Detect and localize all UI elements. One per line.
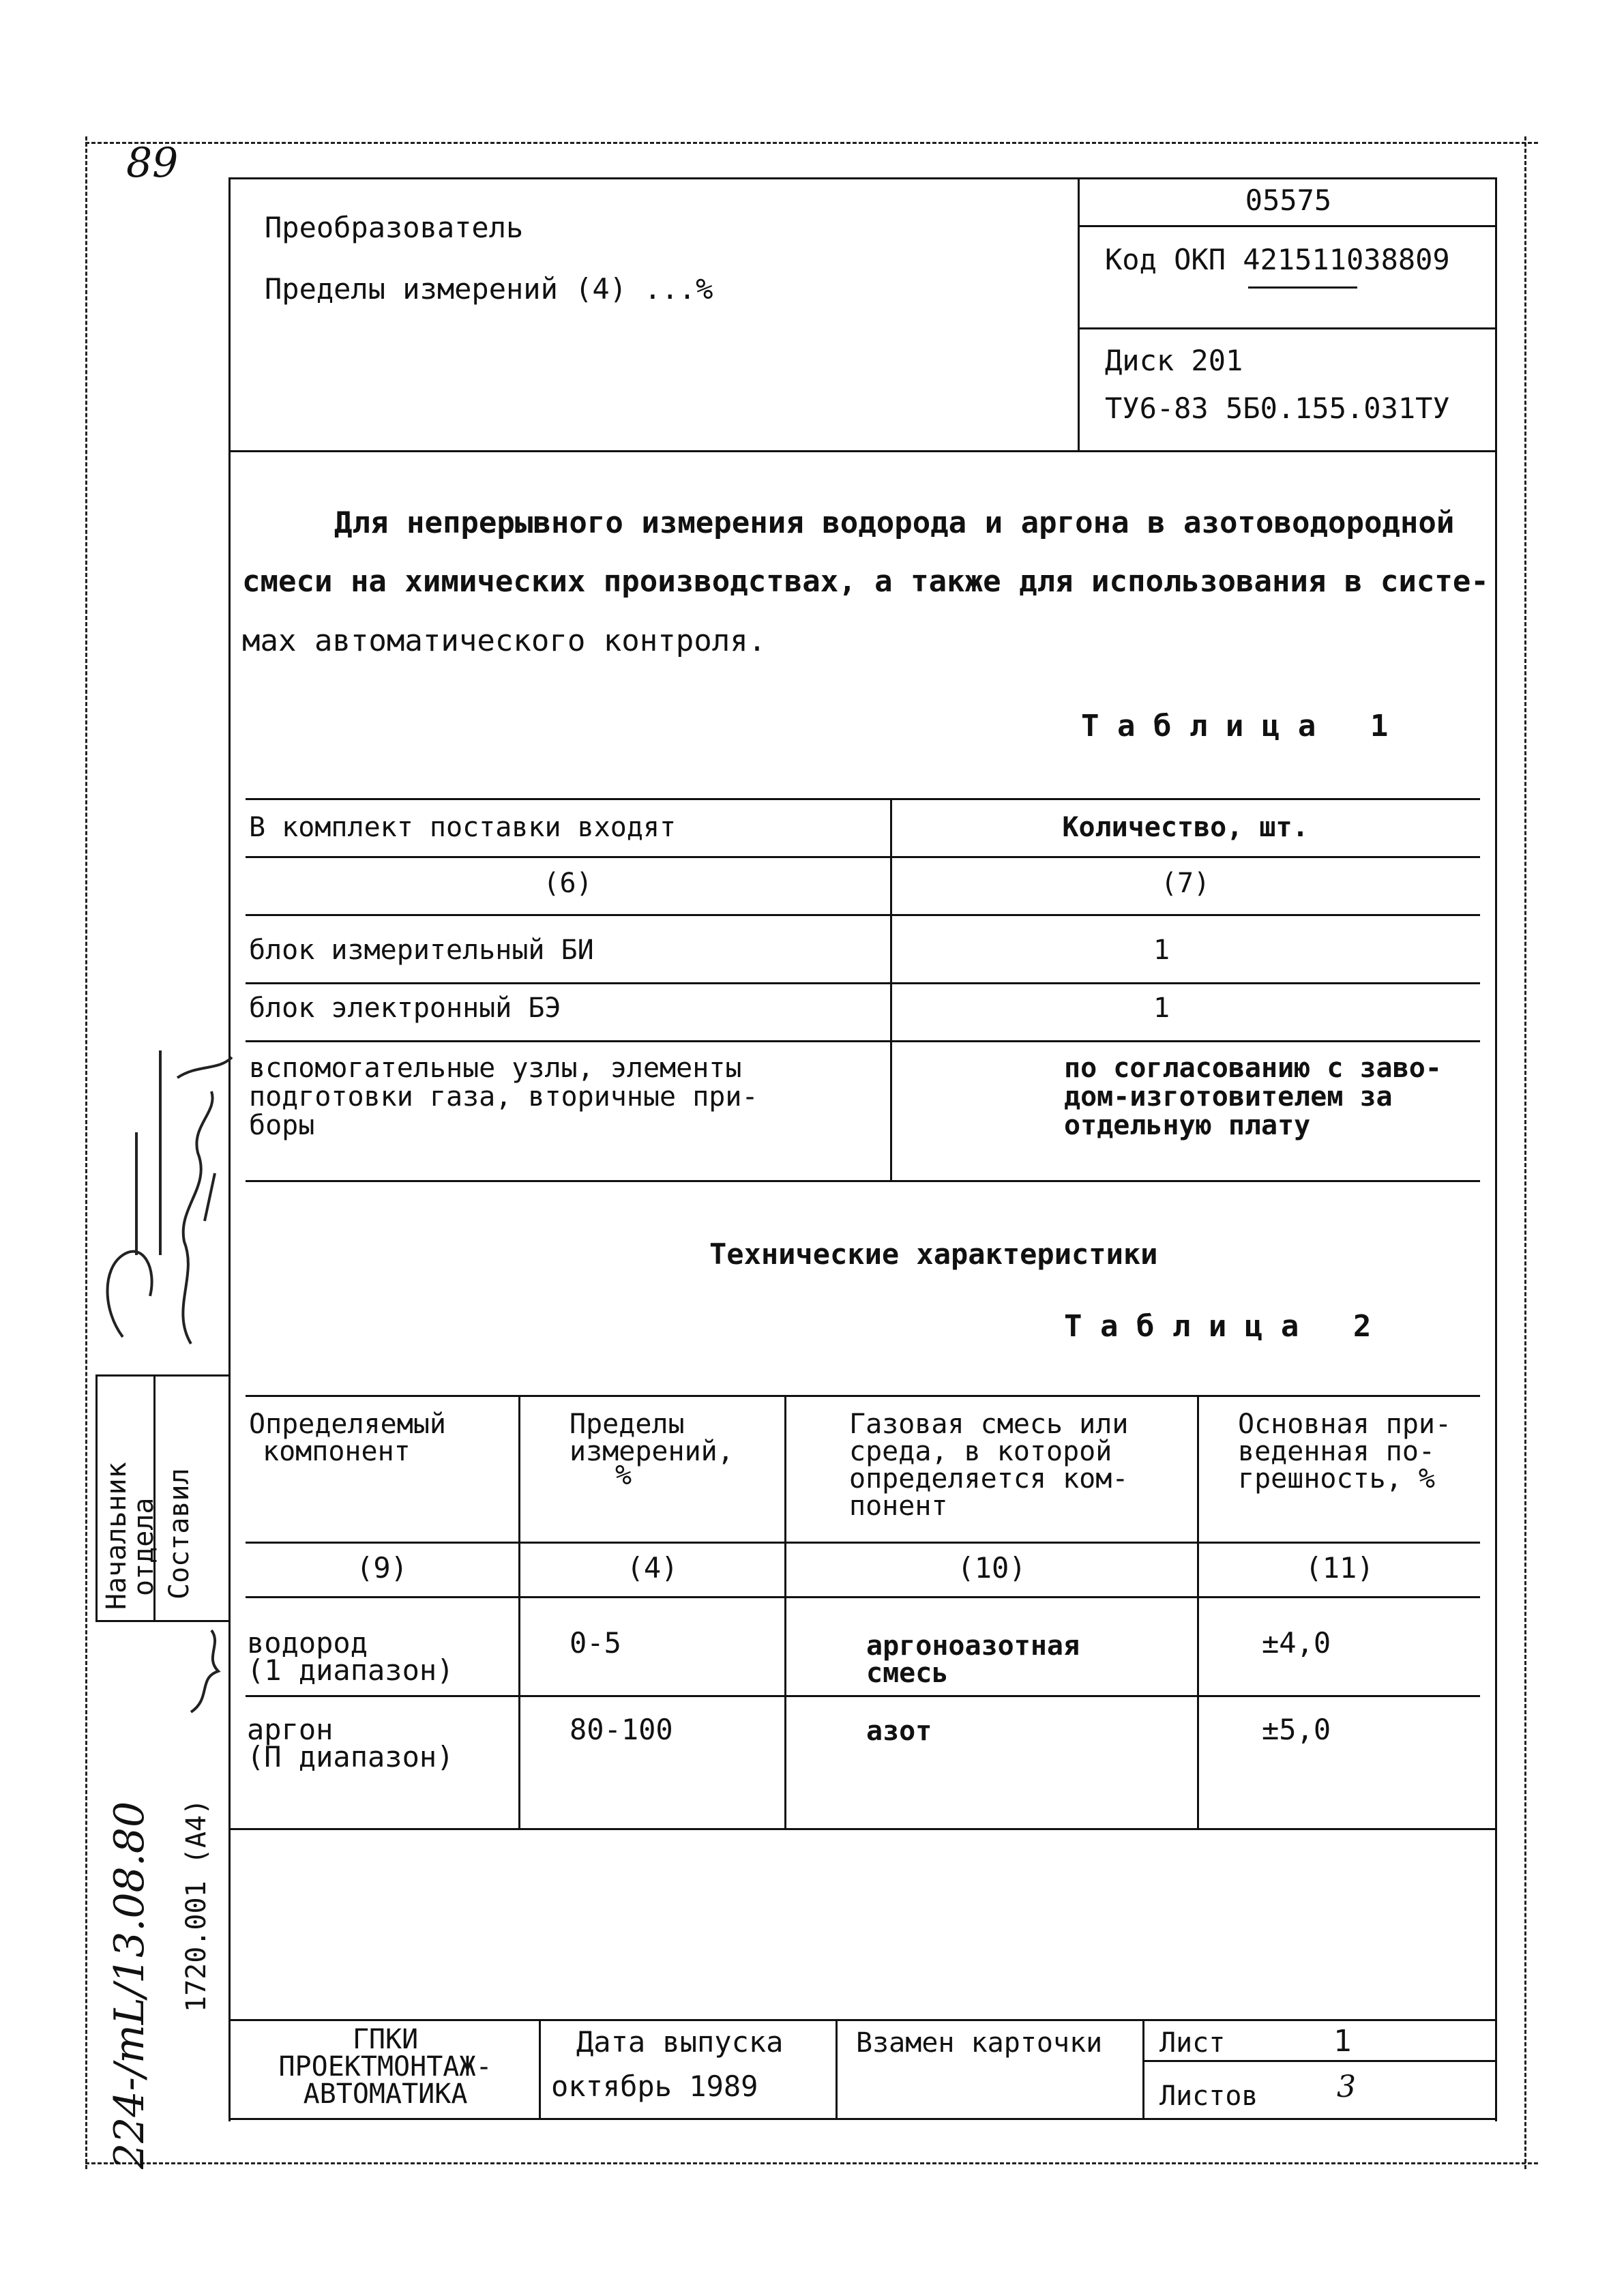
strip-bottom-line [95, 1620, 228, 1622]
t2-line-4 [246, 1695, 1480, 1697]
t1-code-qty: (7) [1160, 868, 1211, 899]
t2-h3-l4: понент [849, 1490, 948, 1522]
footer-col-1 [539, 2019, 541, 2118]
footer-sheets-value: 3 [1337, 2070, 1356, 2104]
t2-h2-l1: Пределы [570, 1409, 685, 1440]
t2-col-2 [784, 1395, 786, 1828]
t1-line-2 [246, 856, 1480, 858]
footer-col-2 [836, 2019, 838, 2118]
strip-top-line [95, 1374, 228, 1377]
t2-code-1: (9) [356, 1551, 408, 1585]
header-range: Пределы измерений (4) ...% [265, 272, 713, 306]
t2-h1-l1: Определяемый [249, 1409, 446, 1440]
footer-release-date: октябрь 1989 [551, 2070, 758, 2103]
t1-col-divider [890, 798, 892, 1180]
signatures [95, 1050, 239, 1371]
t1-row3-item-3: боры [249, 1110, 315, 1141]
footer-bottom-line [228, 2118, 1497, 2120]
t1-row3-qty-2: дом-изготовителем за [1064, 1081, 1393, 1113]
t2-r2-medium-1: азот [866, 1716, 932, 1747]
t2-h4-l1: Основная при- [1238, 1409, 1452, 1440]
intro-line-3: мах автоматического контроля. [242, 623, 767, 658]
footer-col-3 [1142, 2019, 1144, 2118]
t1-row2-item: блок электронный БЭ [249, 992, 561, 1024]
okp-code: Код ОКП 421511038809 [1105, 243, 1450, 276]
t1-row3-qty-1: по согласованию с заво- [1064, 1053, 1442, 1084]
t2-r1-range: 0-5 [570, 1626, 621, 1660]
t1-row2-qty: 1 [1153, 992, 1170, 1024]
bottom-border [85, 2162, 1538, 2164]
t2-r2-component-1: аргон [247, 1713, 334, 1746]
t2-h2-l2: измерений, [570, 1436, 734, 1467]
t1-line-top [246, 798, 1480, 800]
intro-line-2: смеси на химических производствах, а также для использования в систе- [242, 564, 1489, 599]
footer-release-label: Дата выпуска [576, 2025, 784, 2059]
intro-line-1: Для непрерывного измерения водорода и аргона в азотоводородной [334, 505, 1455, 540]
footer-org-1: ГПКИ [352, 2024, 419, 2055]
t2-h1-l2: компонент [263, 1436, 411, 1467]
t1-header-qty: Количество, шт. [1062, 812, 1309, 843]
disk-number: Диск 201 [1105, 344, 1243, 377]
okp-underline [1248, 286, 1357, 289]
initials-scribble [184, 1623, 232, 1719]
head-dept-label-2: отдела [128, 1497, 160, 1596]
t2-h4-l3: грешность, % [1238, 1463, 1435, 1495]
t1-row1-qty: 1 [1153, 934, 1170, 966]
top-border [85, 142, 1538, 144]
t2-r1-error: ±4,0 [1262, 1626, 1331, 1660]
t1-row3-item-1: вспомогательные узлы, элементы [249, 1053, 742, 1084]
table2-caption: Т а б л и ц а 2 [1064, 1309, 1372, 1344]
t2-col-1 [518, 1395, 520, 1828]
t2-r1-component-2: (1 диапазон) [247, 1653, 454, 1687]
t1-code-item: (6) [543, 868, 593, 899]
footer-replace-label: Взамен карточки [856, 2027, 1103, 2059]
header-divider [1078, 177, 1080, 452]
t2-h3-l3: определяется ком- [849, 1463, 1129, 1495]
footer-top-line [228, 2019, 1497, 2021]
t1-line-3 [246, 914, 1480, 916]
t2-h3-l2: среда, в которой [849, 1436, 1112, 1467]
header-title: Преобразователь [265, 211, 524, 244]
t2-r1-medium-1: аргоноазотная [866, 1630, 1080, 1662]
t2-h4-l2: веденная по- [1238, 1436, 1435, 1467]
left-border [85, 136, 87, 2169]
t2-r1-medium-2: смесь [866, 1658, 949, 1689]
header-code-underline [1078, 225, 1497, 227]
t1-line-4 [246, 982, 1480, 984]
t2-line-top [246, 1395, 1480, 1397]
head-dept-label-1: Начальник [101, 1462, 132, 1610]
tu-number: ТУ6-83 5Б0.155.031ТУ [1105, 392, 1450, 425]
section-title: Технические характеристики [709, 1237, 1158, 1271]
page-number: 89 [126, 139, 179, 187]
handwritten-annotation: 224-/mL/13.08.80 [106, 1801, 153, 2169]
footer-org-2: ПРОЕКТМОНТАЖ- [278, 2051, 492, 2082]
t2-col-3 [1197, 1395, 1199, 1828]
t2-r2-range: 80-100 [570, 1713, 673, 1746]
t1-header-item: В комплект поставки входят [249, 812, 677, 843]
frame-top [228, 177, 1497, 179]
t2-h2-l3: % [615, 1460, 632, 1491]
t2-r1-component-1: водород [247, 1626, 368, 1660]
t2-line-2 [246, 1542, 1480, 1544]
t2-code-4: (11) [1305, 1551, 1374, 1585]
t1-line-5 [246, 1040, 1480, 1042]
t2-r2-error: ±5,0 [1262, 1713, 1331, 1746]
form-code: 1720.001 (A4) [181, 1798, 212, 2012]
footer-sheet-divider [1142, 2060, 1497, 2062]
header-mid-line [1078, 327, 1497, 329]
t2-h3-l1: Газовая смесь или [849, 1409, 1129, 1440]
footer-sheet-label: Лист [1159, 2027, 1226, 2059]
t1-row1-item: блок измерительный БИ [249, 934, 594, 966]
t2-code-2: (4) [626, 1551, 679, 1585]
t2-r2-component-2: (П диапазон) [247, 1740, 454, 1773]
t2-line-bottom [228, 1828, 1497, 1830]
t2-line-3 [246, 1596, 1480, 1598]
footer-sheet-value: 1 [1333, 2024, 1352, 2059]
right-border [1524, 136, 1526, 2169]
t1-row3-item-2: подготовки газа, вторичные при- [249, 1081, 758, 1113]
composed-label: Составил [164, 1468, 195, 1600]
header-bottom-line [228, 450, 1497, 452]
header-code: 05575 [1245, 183, 1332, 217]
t1-row3-qty-3: отдельную плату [1064, 1110, 1311, 1141]
footer-org-3: АВТОМАТИКА [303, 2078, 468, 2110]
t2-code-3: (10) [957, 1551, 1026, 1585]
strip-left-line [95, 1374, 98, 1620]
table1-caption: Т а б л и ц а 1 [1081, 709, 1389, 744]
t1-line-bottom [246, 1180, 1480, 1182]
footer-sheets-label: Листов [1159, 2080, 1258, 2112]
